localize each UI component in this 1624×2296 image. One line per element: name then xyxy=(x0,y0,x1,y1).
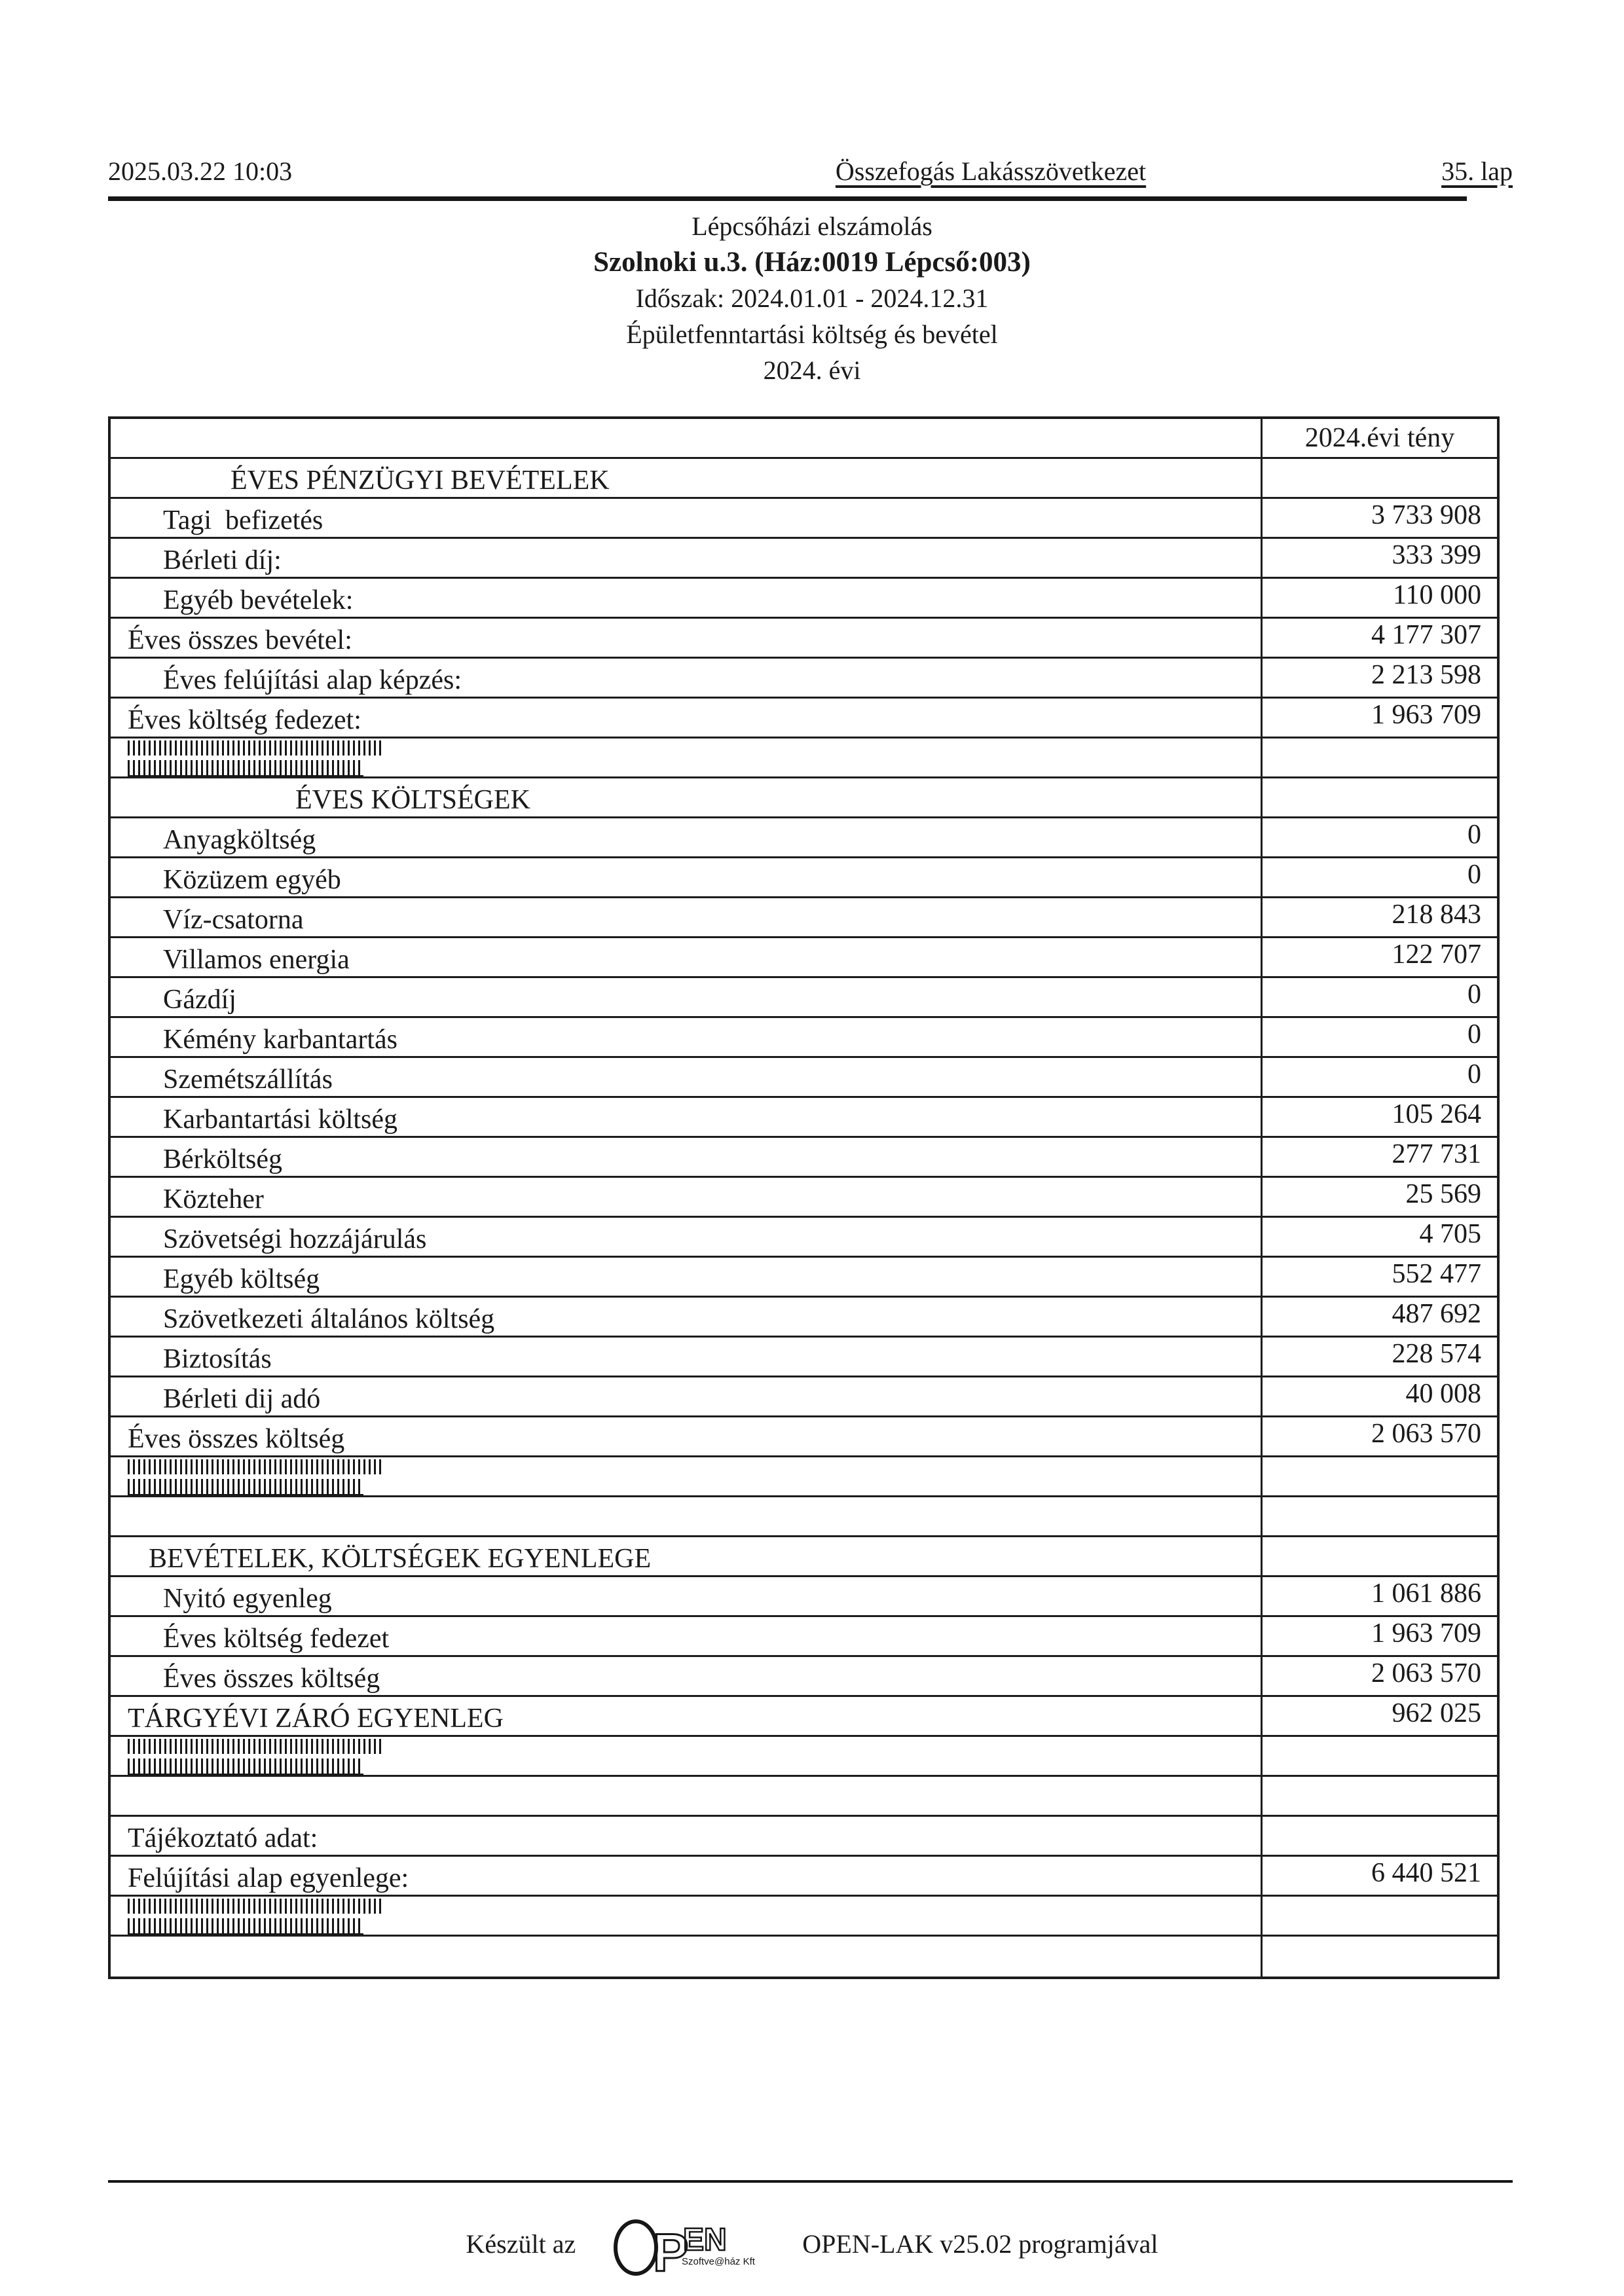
row-label: Tagi befizetés xyxy=(111,499,1263,537)
row-value: 110 000 xyxy=(1393,580,1481,610)
page-footer xyxy=(0,2208,1624,2280)
row-label: Közüzem egyéb xyxy=(111,858,1263,896)
row-label: Kémény karbantartás xyxy=(111,1018,1263,1056)
table-header-row xyxy=(111,419,1497,459)
row-value xyxy=(1263,459,1497,497)
row-label: Éves összes költség xyxy=(111,1657,1263,1695)
table-row xyxy=(111,1178,1497,1218)
table-row xyxy=(111,1697,1497,1737)
table-row xyxy=(111,1018,1497,1058)
hatch-bar xyxy=(128,1739,384,1754)
row-label: Szemétszállítás xyxy=(111,1058,1263,1096)
row-value: 1 963 709 xyxy=(1371,700,1481,730)
row-value: 2 063 570 xyxy=(1371,1658,1481,1688)
row-label: Anyagköltség xyxy=(111,818,1263,856)
table-row xyxy=(111,1817,1497,1857)
row-value xyxy=(1263,1777,1497,1815)
header-date: 2025.03.22 10:03 xyxy=(108,156,293,186)
row-label: ÉVES PÉNZÜGYI BEVÉTELEK xyxy=(111,459,1263,497)
logo-letters-en: EN xyxy=(683,2223,727,2257)
table-row xyxy=(111,1338,1497,1377)
table-row xyxy=(111,938,1497,978)
report-address: Szolnoki u.3. (Ház:0019 Lépcső:003) xyxy=(593,247,1031,278)
row-value: 2 213 598 xyxy=(1371,660,1481,690)
table-row xyxy=(111,1577,1497,1617)
logo-subtext: Szoftve@ház Kft xyxy=(682,2256,756,2267)
logo-letter-p: P xyxy=(653,2223,689,2276)
row-label xyxy=(111,1497,1263,1535)
header-rule xyxy=(108,196,1467,201)
row-value: 333 399 xyxy=(1392,540,1481,570)
statement-table xyxy=(108,416,1500,1979)
row-label: Gázdíj xyxy=(111,978,1263,1016)
row-value: 6 440 521 xyxy=(1371,1858,1481,1888)
row-label: Bérleti díj: xyxy=(111,539,1263,577)
row-value: 105 264 xyxy=(1392,1099,1481,1129)
hatch-bar xyxy=(128,1479,363,1495)
table-row xyxy=(111,1417,1497,1457)
table-row xyxy=(111,1737,1497,1777)
table-row xyxy=(111,1937,1497,1977)
footer-prefix: Készült az xyxy=(466,2229,576,2259)
row-value: 1 061 886 xyxy=(1371,1578,1481,1609)
row-label: Bérköltség xyxy=(111,1138,1263,1176)
row-value: 0 xyxy=(1467,1059,1481,1089)
hatch-bar xyxy=(128,760,363,776)
table-row xyxy=(111,738,1497,778)
row-label: Villamos energia xyxy=(111,938,1263,976)
row-value xyxy=(1263,1497,1497,1535)
table-row xyxy=(111,1617,1497,1657)
table-row xyxy=(111,579,1497,619)
row-label: Bérleti dij adó xyxy=(111,1377,1263,1415)
row-value: 3 733 908 xyxy=(1371,500,1481,530)
table-row xyxy=(111,1258,1497,1298)
table-row xyxy=(111,659,1497,699)
table-row xyxy=(111,539,1497,579)
report-title: Lépcsőházi elszámolás xyxy=(692,211,932,241)
title-block xyxy=(0,208,1624,388)
row-value xyxy=(1263,1817,1497,1855)
row-value: 487 692 xyxy=(1392,1299,1481,1329)
row-label: Szövetkezeti általános költség xyxy=(111,1298,1263,1336)
row-value: 4 705 xyxy=(1419,1219,1481,1249)
report-subject: Épületfenntartási költség és bevétel xyxy=(626,319,998,349)
row-value: 2 063 570 xyxy=(1371,1419,1481,1449)
row-value: 218 843 xyxy=(1392,900,1481,930)
table-row xyxy=(111,619,1497,659)
hatch-mark xyxy=(111,738,1263,776)
row-value xyxy=(1263,778,1497,816)
row-label: Felújítási alap egyenlege: xyxy=(111,1857,1263,1895)
table-row xyxy=(111,1377,1497,1417)
row-label: Éves összes költség xyxy=(111,1417,1263,1455)
table-row xyxy=(111,898,1497,938)
row-label: Éves felújítási alap képzés: xyxy=(111,659,1263,697)
table-row xyxy=(111,1897,1497,1937)
table-row xyxy=(111,858,1497,898)
row-label xyxy=(111,1937,1263,1977)
table-row xyxy=(111,699,1497,738)
table-row xyxy=(111,1058,1497,1098)
table-row xyxy=(111,499,1497,539)
hatch-mark xyxy=(111,1737,1263,1775)
table-row xyxy=(111,1298,1497,1338)
row-label: TÁRGYÉVI ZÁRÓ EGYENLEG xyxy=(111,1697,1263,1735)
row-value: 4 177 307 xyxy=(1371,620,1481,650)
row-value: 0 xyxy=(1467,860,1481,890)
row-value: 552 477 xyxy=(1392,1259,1481,1289)
table-row xyxy=(111,818,1497,858)
table-row xyxy=(111,1457,1497,1497)
row-label: Egyéb költség xyxy=(111,1258,1263,1296)
row-value xyxy=(1263,1897,1497,1935)
row-label: Biztosítás xyxy=(111,1338,1263,1376)
row-value: 277 731 xyxy=(1392,1139,1481,1169)
page-header xyxy=(108,156,1513,189)
hatch-mark xyxy=(111,1897,1263,1935)
table-row xyxy=(111,1098,1497,1138)
row-label: Egyéb bevételek: xyxy=(111,579,1263,617)
row-value: 1 963 709 xyxy=(1371,1618,1481,1649)
row-label: Tájékoztató adat: xyxy=(111,1817,1263,1855)
table-row xyxy=(111,1857,1497,1897)
row-value xyxy=(1263,1537,1497,1575)
row-value: 40 008 xyxy=(1405,1379,1481,1409)
row-value: 228 574 xyxy=(1392,1339,1481,1369)
row-label: Karbantartási költség xyxy=(111,1098,1263,1136)
header-page-number: 35. lap xyxy=(1441,156,1513,186)
row-label: ÉVES KÖLTSÉGEK xyxy=(111,778,1263,816)
row-label: Szövetségi hozzájárulás xyxy=(111,1218,1263,1256)
row-value xyxy=(1263,1457,1497,1495)
row-value xyxy=(1263,738,1497,776)
hatch-mark xyxy=(111,1457,1263,1495)
report-year: 2024. évi xyxy=(763,355,861,385)
hatch-bar xyxy=(128,1899,384,1914)
row-value: 0 xyxy=(1467,820,1481,850)
row-label: Éves költség fedezet xyxy=(111,1617,1263,1655)
row-label xyxy=(111,1777,1263,1815)
header-organization: Összefogás Lakásszövetkezet xyxy=(835,156,1147,186)
table-row xyxy=(111,978,1497,1018)
table-row xyxy=(111,1497,1497,1537)
row-value: 962 025 xyxy=(1392,1698,1481,1728)
table-row xyxy=(111,778,1497,818)
hatch-bar xyxy=(128,1758,363,1775)
row-value xyxy=(1263,1937,1497,1977)
row-label: BEVÉTELEK, KÖLTSÉGEK EGYENLEGE xyxy=(111,1537,1263,1575)
table-row xyxy=(111,1218,1497,1258)
row-value: 0 xyxy=(1467,1019,1481,1049)
hatch-bar xyxy=(128,1918,363,1935)
hatch-bar xyxy=(128,1459,384,1474)
table-row xyxy=(111,459,1497,499)
row-label: Nyitó egyenleg xyxy=(111,1577,1263,1615)
row-value xyxy=(1263,1737,1497,1775)
open-logo-icon xyxy=(614,2211,764,2276)
table-row xyxy=(111,1138,1497,1178)
report-period: Időszak: 2024.01.01 - 2024.12.31 xyxy=(635,283,989,313)
hatch-bar xyxy=(128,740,384,756)
row-value: 0 xyxy=(1467,979,1481,1010)
table-row xyxy=(111,1537,1497,1577)
footer-program: OPEN-LAK v25.02 programjával xyxy=(802,2229,1158,2259)
footer-rule xyxy=(108,2180,1513,2183)
row-label: Éves költség fedezet: xyxy=(111,699,1263,737)
row-label: Éves összes bevétel: xyxy=(111,619,1263,657)
row-label: Víz-csatorna xyxy=(111,898,1263,936)
value-column-header: 2024.évi tény xyxy=(1304,423,1455,453)
header-empty-cell xyxy=(111,419,1263,457)
row-label: Közteher xyxy=(111,1178,1263,1216)
table-row xyxy=(111,1657,1497,1697)
row-value: 25 569 xyxy=(1405,1179,1481,1209)
table-row xyxy=(111,1777,1497,1817)
row-value: 122 707 xyxy=(1392,939,1481,970)
